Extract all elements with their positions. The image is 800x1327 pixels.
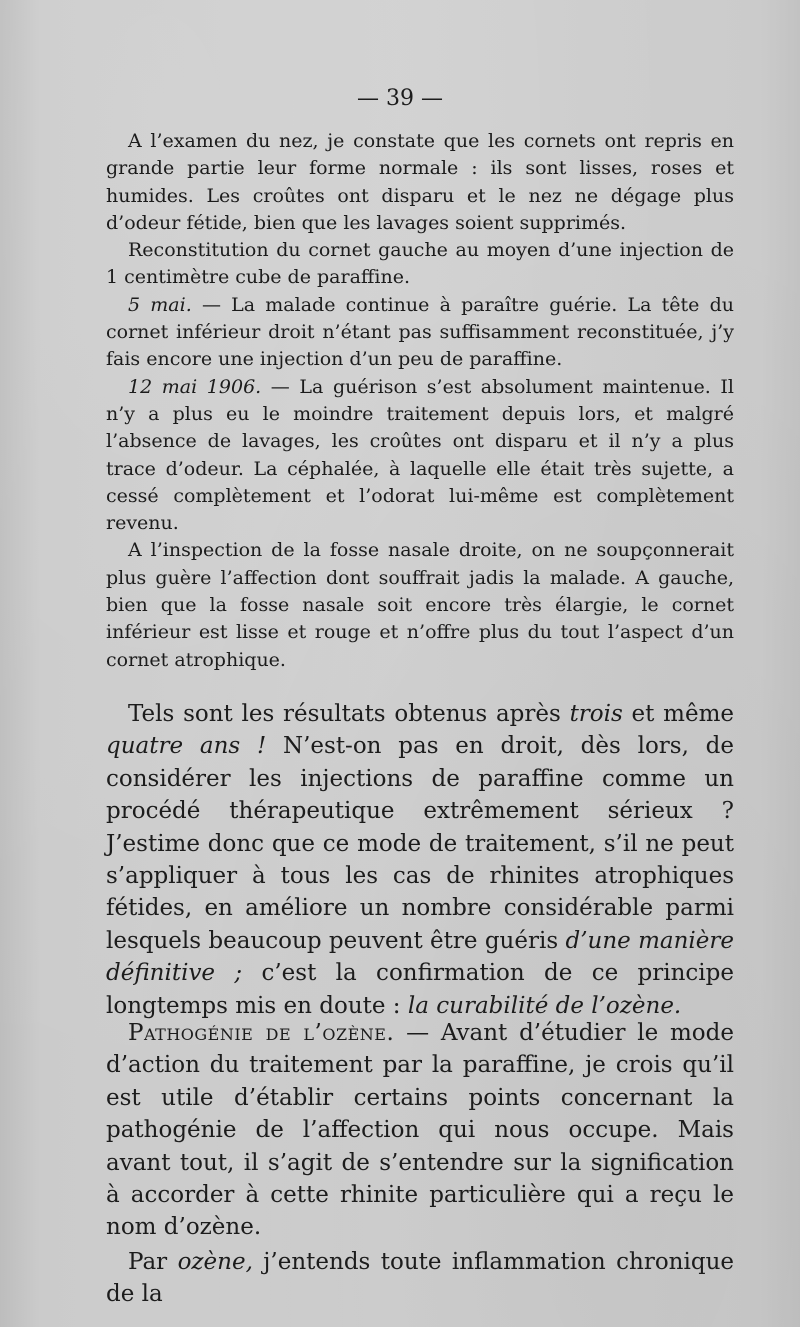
ozene-definition-text-1: Par — [128, 1248, 178, 1275]
page-number: — 39 — — [357, 86, 443, 111]
paragraph-5-mai-text: — La malade continue à paraître guérie. La tête du cornet inférieur droit n’étant pas suffisamment reconstituée, j’y fais encore une injection d’un peu de paraffine. — [106, 293, 734, 371]
paragraph-conclusion — [106, 698, 734, 1022]
pathogenie-section — [106, 1017, 734, 1311]
paragraph-12-mai-1906 — [106, 374, 734, 538]
emphasis-maniere-definitive: d’une manière définitive ; — [106, 927, 735, 987]
emphasis-quatre-ans: quatre ans ! — [106, 733, 267, 760]
emphasis-curabilite: la curabilité de l’ozène. — [407, 992, 682, 1019]
conclusion-text-4: c’est la confirmation de ce principe longtemps mis en doute : — [106, 960, 735, 1019]
paragraph-inspection: A l’inspection de la fosse nasale droite, on ne soupçonnerait plus guère l’affection dont souffrait jadis la malade. A gauche, bien que la fosse nasale soit encore très élargie, le cornet inférieur est lisse et rouge et n’offre plus du tout l’aspect d’un cornet atrophique. — [106, 539, 734, 671]
section-heading-pathogenie: Pathogénie de l’ozène. — [128, 1020, 395, 1046]
emphasis-trois: trois — [569, 701, 623, 727]
paragraph-5-mai — [106, 292, 734, 374]
paragraph-reconstitution: Reconstitution du cornet gauche au moyen d’une injection de 1 centimètre cube de paraffine. — [106, 239, 734, 289]
date-5-mai: 5 mai. — [128, 293, 192, 316]
paragraph-nose-exam: A l’examen du nez, je constate que les cornets ont repris en grande partie leur forme normale : ils sont lisses, roses et humides. Les croûtes ont disparu et le nez ne dégage plus d’odeur fétide, bien que les lavages soient supprimés. — [106, 130, 734, 234]
conclusion-text-1: Tels sont les résultats obtenus après — [128, 701, 570, 727]
date-12-mai-1906: 12 mai 1906. — [128, 375, 262, 398]
conclusion-text-2: et même — [622, 701, 734, 727]
emphasis-ozene: ozène, — [177, 1248, 253, 1275]
paragraph-12-mai-1906-text: — La guérison s’est absolument maintenue. Il n’y a plus eu le moindre traitement depuis lors, et malgré l’absence de lavages, les croûtes ont disparu et il n’y a plus trace d’odeur. La céphalée, à laquelle elle était très sujette, a cessé complètement et l’odorat lui-même est complètement revenu. — [106, 375, 735, 535]
pathogenie-text: — Avant d’étudier le mode d’action du traitement par la paraffine, je crois qu’il est utile d’établir certains points concernant la pathogénie de l’affection qui nous occupe. Mais avant tout, il s’agit de s’entendre sur la signification à accorder à cette rhinite particulière qui a reçu le nom d’ozène. — [106, 1020, 734, 1241]
conclusion-section — [106, 698, 734, 1022]
ozene-definition-text-2: j’entends toute inflammation chronique de la — [106, 1248, 734, 1308]
case-notes — [106, 128, 734, 674]
conclusion-text-3: N’est-on pas en droit, dès lors, de considérer les injections de paraffine comme un procédé thérapeutique extrêmement sérieux ? J’estime donc que ce mode de traitement, s’il ne peut s’appliquer à tous les cas de rhinites atrophiques fétides, en améliore un nombre considérable parmi lesquels beaucoup peuvent être guéris — [106, 733, 734, 954]
paragraph-ozene-definition — [106, 1246, 734, 1311]
paragraph-pathogenie — [106, 1017, 734, 1244]
